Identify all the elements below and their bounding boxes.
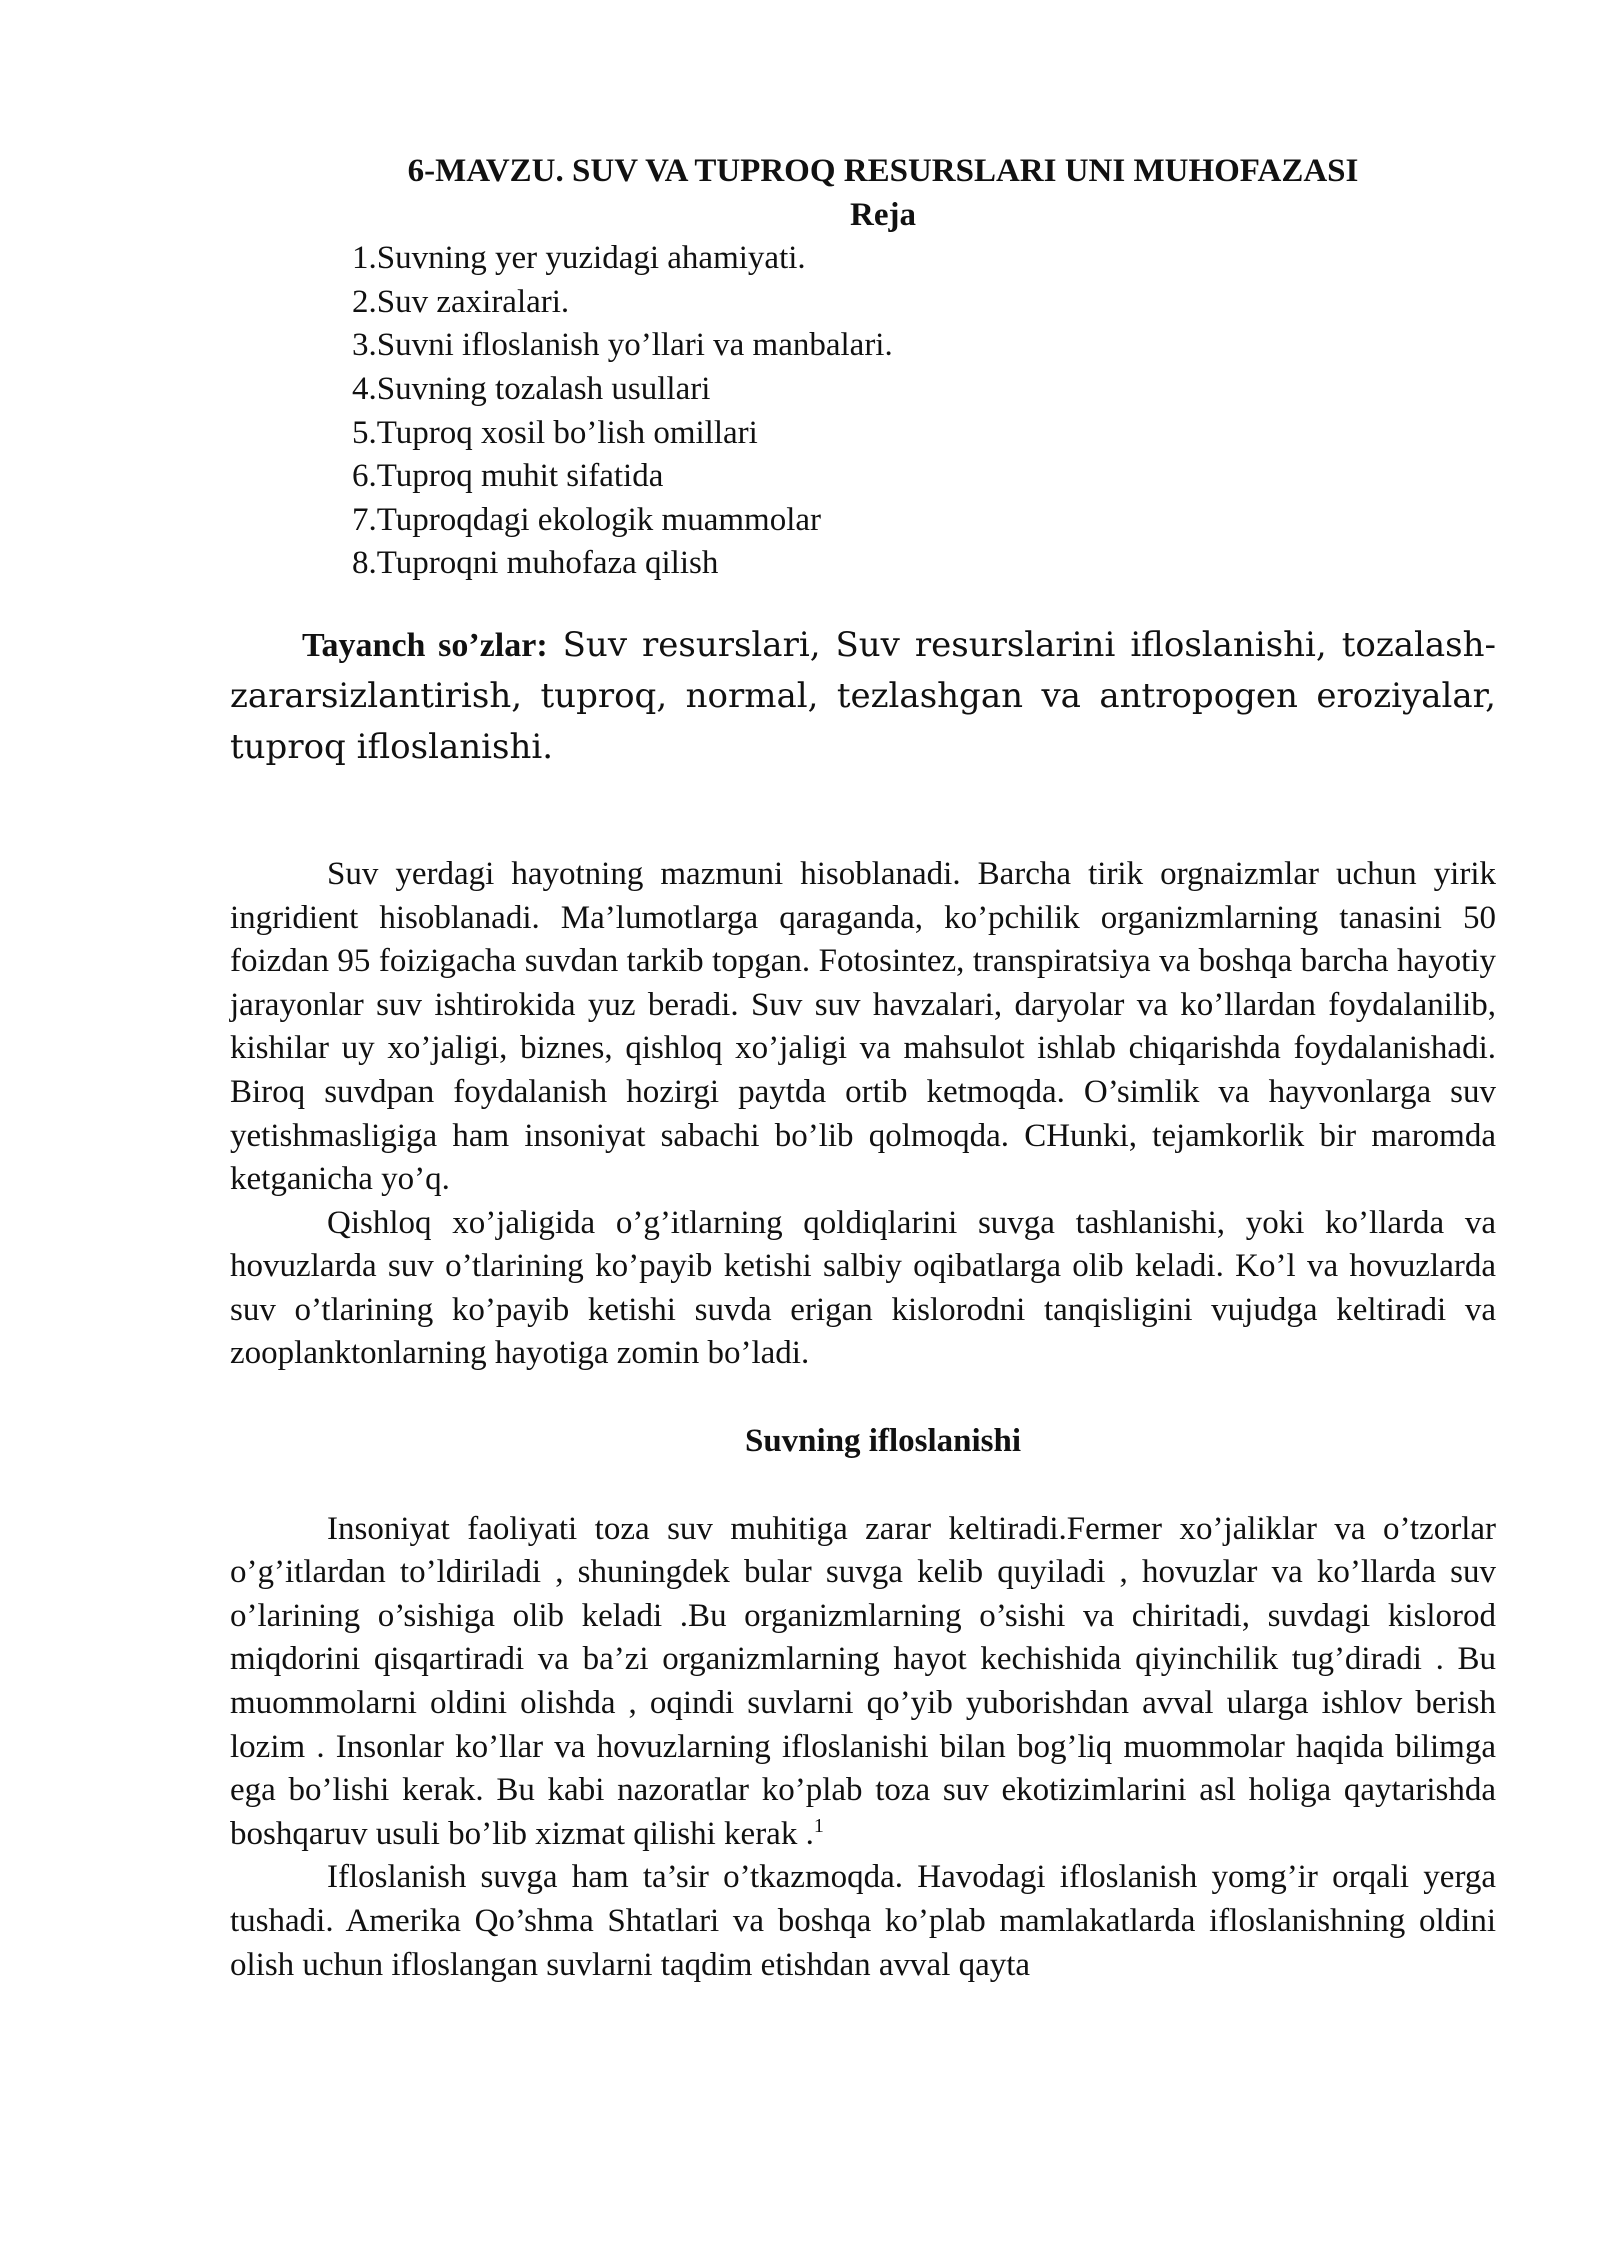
plan-item: 5.Tuproq xosil bo’lish omillari [352,414,758,451]
plan-heading: Reja [850,196,916,233]
body-paragraph: Suv yerdagi hayotning mazmuni hisoblanadi. Barcha tirik orgnaizmlar uchun yirik ingridient hisoblanadi. Ma’lumotlarga qaraganda, ko’pchilik organizmlarning tanasini 50 foizdan 95 foizigacha suvdan tarkib topgan. Fotosintez, transpiratsiya va boshqa barcha hayotiy jarayonlar suv ishtirokida yuz beradi. Suv suv havzalari, daryolar va ko’llardan foydalanilib, kishilar uy xo’jaligi, biznes, qishloq xo’jaligi va mahsulot ishlab chiqarishda foydalanishadi. Biroq suvdpan foydalanish hozirgi paytda ortib ketmoqda. O’simlik va hayvonlarga suv yetishmasligiga ham insoniyat sabachi bo’lib qolmoqda. CHunki, tejamkorlik bir maromda ketganicha yo’q. [230,855,1496,1198]
plan-item: 2.Suv zaxiralari. [352,283,570,320]
plan-item: 8.Tuproqni muhofaza qilish [352,545,719,582]
plan-item: 3.Suvni ifloslanish yo’llari va manbalari. [352,327,893,364]
document-page [230,150,1496,1987]
body-paragraph: Qishloq xo’jaligida o’g’itlarning qoldiqlarini suvga tashlanishi, yoki ko’llarda va hovuzlarda suv o’tlarining ko’payib ketishi salbiy oqibatlarga olib keladi. Ko’l va hovuzlarda suv o’tlarining ko’payib ketishi suvda erigan kislorodni tanqisligini vujudga keltiradi va zooplanktonlarning hayotiga zomin bo’ladi. [230,1204,1496,1372]
section-heading: Suvning ifloslanishi [744,1423,1022,1460]
plan-list [230,237,1496,586]
plan-item: 1.Suvning yer yuzidagi ahamiyati. [352,240,806,277]
plan-item: 4.Suvning tozalash usullari [352,370,711,407]
keywords-paragraph [230,620,1496,773]
plan-item: 7.Tuproqdagi ekologik muammolar [352,501,821,538]
body-paragraph: Ifloslanish suvga ham ta’sir o’tkazmoqda. Havodagi ifloslanish yomg’ir orqali yerga tushadi. Amerika Qo’shma Shtatlari va boshqa ko’plab mamlakatlarda ifloslanishning oldini olish uchun ifloslangan suvlarni taqdim etishdan avval qayta [230,1859,1496,1983]
keywords-label: Tayanch so’zlar: [302,626,548,664]
body-paragraph [230,1508,1496,1857]
footnote-reference[interactable]: 1 [813,1814,824,1837]
plan-item: 6.Tuproq muhit sifatida [352,458,664,495]
body-paragraph-text: Insoniyat faoliyati toza suv muhitiga zarar keltiradi.Fermer xo’jaliklar va o’tzorlar o’g’itlardan to’ldiriladi , shuningdek bular suvga kelib quyiladi , hovuzlar va ko’llarda suv o’larining o’sishiga olib keladi .Bu organizmlarning o’sishi va chiritadi, suvdagi kislorod miqdorini qisqartiradi va ba’zi organizmlarning hayot kechishida qiyinchilik tug’diradi . Bu muommolarni oldini olishda , oqindi suvlarni qo’yib yuborishdan avval ularga ishlov berish lozim . Insonlar ko’llar va hovuzlarning ifloslanishi bilan bog’liq muommolar haqida bilimga ega bo’lishi kerak. Bu kabi nazoratlar ko’plab toza suv ekotizimlarini asl holiga qaytarishda boshqaruv usuli bo’lib xizmat qilishi kerak . [230,1510,1496,1852]
document-title: 6-MAVZU. SUV VA TUPROQ RESURSLARI UNI MUHOFAZASI [407,153,1359,189]
keywords-text: Suv resurslari, Suv resurslarini ifloslanishi, tozalash-zararsizlantirish, tuproq, normal, tezlashgan va antropogen eroziyalar, tuproq ifloslanishi. [230,624,1496,767]
